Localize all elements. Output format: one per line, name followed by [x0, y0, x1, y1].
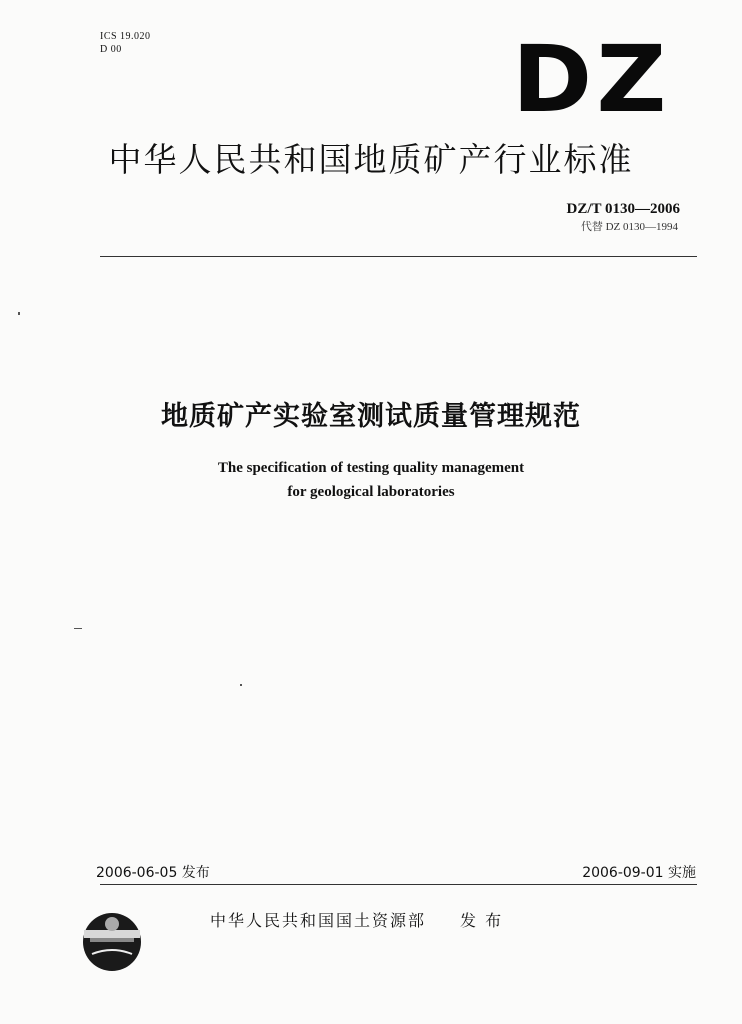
- ics-code: ICS 19.020: [100, 31, 151, 42]
- date-row: [96, 862, 696, 882]
- footer-divider: [100, 884, 697, 885]
- scan-artifact: [74, 628, 82, 629]
- document-title-en-line1: The specification of testing quality management: [217, 460, 525, 476]
- ministry-emblem-icon: [80, 910, 144, 978]
- dz-logo: DZ: [512, 26, 671, 133]
- replaces-standard: 代替 DZ 0130—1994: [580, 221, 678, 233]
- classification-codes: [100, 30, 151, 56]
- scan-artifact: [18, 312, 20, 315]
- document-title-en-line2: for geological laboratories: [287, 484, 455, 500]
- standard-number: DZ/T 0130—2006: [566, 201, 680, 217]
- header-divider: [100, 256, 697, 257]
- publish-action: 发 布: [460, 911, 504, 930]
- ccs-code: D 00: [100, 44, 122, 55]
- publisher-line: [210, 908, 503, 931]
- authority-title: 中华人民共和国地质矿产行业标准: [108, 140, 634, 179]
- publisher-name: 中华人民共和国国土资源部: [210, 911, 427, 930]
- document-title-cn: 地质矿产实验室测试质量管理规范: [161, 401, 581, 432]
- implement-date: 2006-09-01 实施: [582, 865, 696, 881]
- issue-date: 2006-06-05 发布: [96, 865, 210, 881]
- scan-artifact: [240, 684, 242, 686]
